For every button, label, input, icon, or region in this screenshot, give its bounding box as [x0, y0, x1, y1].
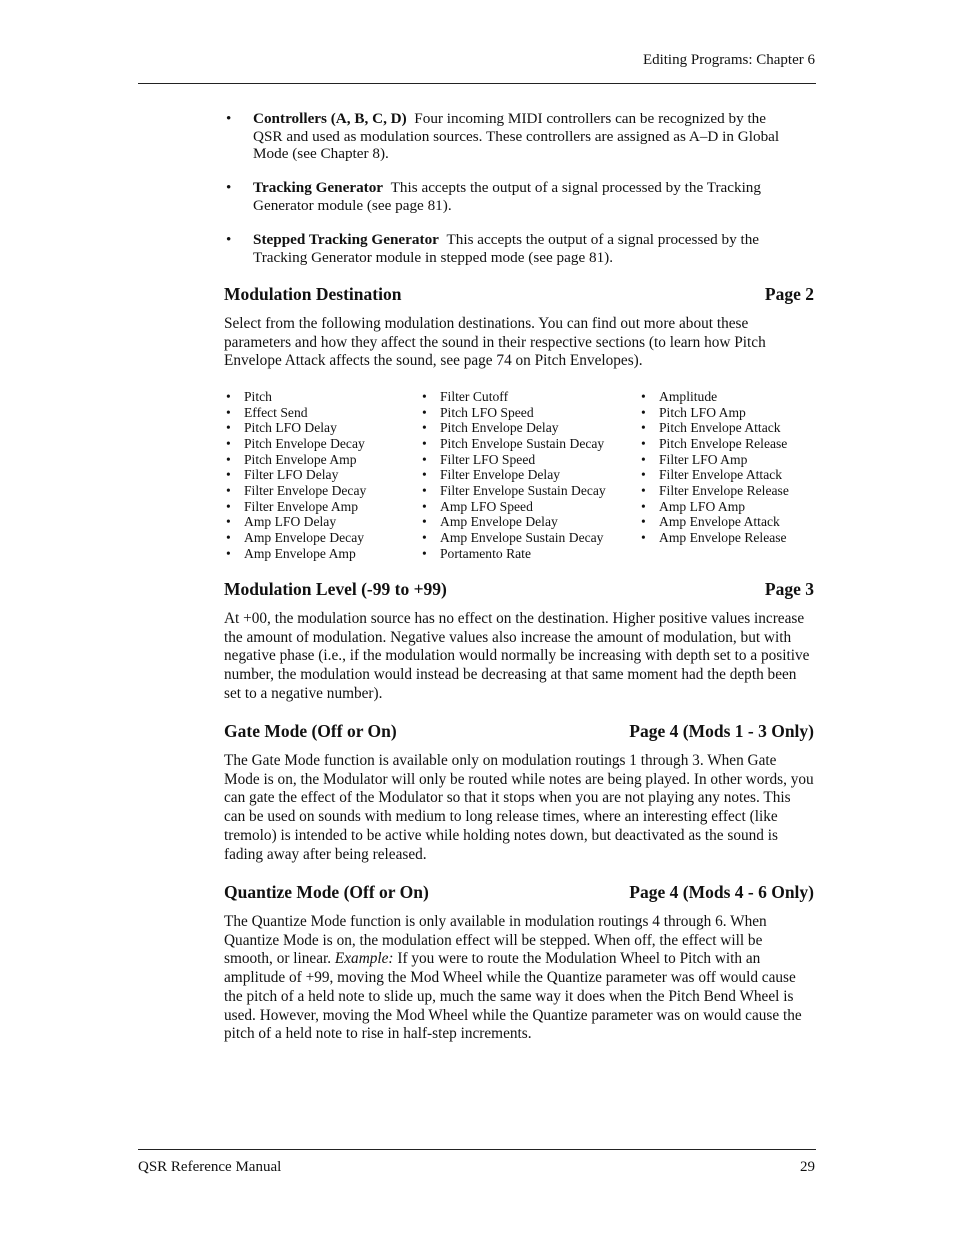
destination-item: • Filter Envelope Attack: [641, 467, 789, 483]
bullet-text: This accepts the output of a signal processed by the Tracking Generator module (see page 81).: [253, 179, 761, 214]
destination-item: • Portamento Rate: [422, 546, 606, 562]
destination-item: • Pitch Envelope Attack: [641, 420, 789, 436]
paragraph-quantize-mode: [224, 913, 814, 1044]
example-label: Example:: [334, 950, 394, 968]
destination-column-2: [422, 389, 606, 561]
destination-item: • Filter LFO Speed: [422, 452, 606, 468]
destination-item: • Effect Send: [226, 405, 366, 421]
destination-item: • Pitch LFO Speed: [422, 405, 606, 421]
destination-item: • Filter Envelope Delay: [422, 467, 606, 483]
destination-item: • Filter Envelope Sustain Decay: [422, 483, 606, 499]
destination-item: • Filter Envelope Decay: [226, 483, 366, 499]
destination-item: • Amplitude: [641, 389, 789, 405]
bullet-term: Stepped Tracking Generator: [253, 231, 439, 248]
destination-item: • Pitch Envelope Sustain Decay: [422, 436, 606, 452]
bullet-text: Four incoming MIDI controllers can be recognized by the QSR and used as modulation sources. These controllers are assigned as A–D in Global Mode (see Chapter 8).: [253, 110, 780, 162]
bullet-dot: •: [226, 110, 232, 127]
heading-modulation-level: [224, 579, 814, 600]
destination-item: • Filter Envelope Release: [641, 483, 789, 499]
destination-column-3: [641, 389, 789, 546]
destination-item: • Amp Envelope Delay: [422, 514, 606, 530]
heading-modulation-destination: [224, 284, 814, 305]
destination-item: • Pitch LFO Delay: [226, 420, 366, 436]
bullet-text: This accepts the output of a signal processed by the Tracking Generator module in stepped mode (see page 81).: [253, 231, 760, 266]
header-rule: [138, 83, 816, 84]
destination-item: • Amp Envelope Sustain Decay: [422, 530, 606, 546]
destination-item: • Pitch: [226, 389, 366, 405]
footer: [138, 1159, 815, 1176]
heading-quantize-mode: [224, 882, 814, 903]
heading-gate-mode: [224, 721, 814, 742]
bullet-term: Tracking Generator: [253, 179, 384, 196]
bullet-tracking-generator: [226, 179, 798, 214]
footer-rule: [138, 1149, 816, 1150]
heading-title: Modulation Level (-99 to +99): [224, 579, 447, 599]
destination-column-1: [226, 389, 366, 561]
heading-page: Page 3: [764, 579, 814, 599]
destination-item: • Amp LFO Delay: [226, 514, 366, 530]
bullet-dot: •: [226, 231, 232, 248]
bullet-term: Controllers (A, B, C, D): [253, 110, 407, 127]
footer-manual-title: QSR Reference Manual: [138, 1159, 282, 1175]
paragraph-gate-mode: The Gate Mode function is available only on modulation routings 1 through 3. When Gate Mode is on, the Modulator will only be routed while notes are being played. In other words, you can gate the effect of the Modulator so that it stops when you are not playing any notes. This can be used on sounds with medium to long release times, where an interesting effect (like tremolo) is intended to be active while holding notes down, but deactivated as the sound is fading away after being released.: [224, 752, 814, 863]
running-head: Editing Programs: Chapter 6: [642, 52, 815, 68]
destination-item: • Pitch Envelope Decay: [226, 436, 366, 452]
paragraph-modulation-destination: Select from the following modulation destinations. You can find out more about these parameters and how they affect the sound in their respective sections (to learn how Pitch Envelope Attack affects the sound, see page 74 on Pitch Envelopes).: [224, 315, 766, 370]
destination-item: • Pitch Envelope Delay: [422, 420, 606, 436]
heading-page: Page 2: [764, 284, 814, 304]
bullet-controllers: [226, 110, 798, 163]
destination-item: • Filter LFO Amp: [641, 452, 789, 468]
heading-title: Quantize Mode (Off or On): [224, 882, 429, 902]
heading-page: Page 4 (Mods 4 - 6 Only): [629, 882, 814, 902]
destination-item: • Amp LFO Speed: [422, 499, 606, 515]
destination-item: • Filter Envelope Amp: [226, 499, 366, 515]
bullet-stepped-tracking-generator: [226, 231, 798, 266]
destination-item: • Amp Envelope Attack: [641, 514, 789, 530]
destination-item: • Pitch Envelope Amp: [226, 452, 366, 468]
destination-item: • Amp LFO Amp: [641, 499, 789, 515]
destination-item: • Amp Envelope Decay: [226, 530, 366, 546]
paragraph-modulation-level: At +00, the modulation source has no effect on the destination. Higher positive values increase the amount of modulation. Negative values also increase the amount of modulation, but with negative phase (i.e., if the modulation would normally be increasing with depth set to a positive number, the modulation would instead be decreasing at that same moment had the depth been set to a negative number).: [224, 610, 810, 702]
destination-item: • Pitch LFO Amp: [641, 405, 789, 421]
destination-item: • Filter Cutoff: [422, 389, 606, 405]
paragraph-text: The Quantize Mode function is only available in modulation routings 4 through 6. When Quantize Mode is on, the modulation effect will be stepped. When off, the effect will be smooth, or linear.: [224, 913, 767, 968]
destination-item: • Filter LFO Delay: [226, 467, 366, 483]
heading-title: Gate Mode (Off or On): [224, 721, 397, 741]
heading-title: Modulation Destination: [224, 284, 402, 304]
paragraph-text: If you were to route the Modulation Wheel to Pitch with an amplitude of +99, moving the Mod Wheel while the Quantize parameter was off would cause the pitch of a held note to slide up, much the same way it does when the Pitch Bend Wheel is used. However, moving the Mod Wheel while the Quantize parameter was on would cause the pitch of a held note to rise in half-step increments.: [224, 950, 802, 1043]
heading-page: Page 4 (Mods 1 - 3 Only): [629, 721, 814, 741]
bullet-dot: •: [226, 179, 232, 196]
destination-item: • Amp Envelope Amp: [226, 546, 366, 562]
destination-item: • Pitch Envelope Release: [641, 436, 789, 452]
page-number: 29: [800, 1159, 815, 1175]
destination-item: • Amp Envelope Release: [641, 530, 789, 546]
